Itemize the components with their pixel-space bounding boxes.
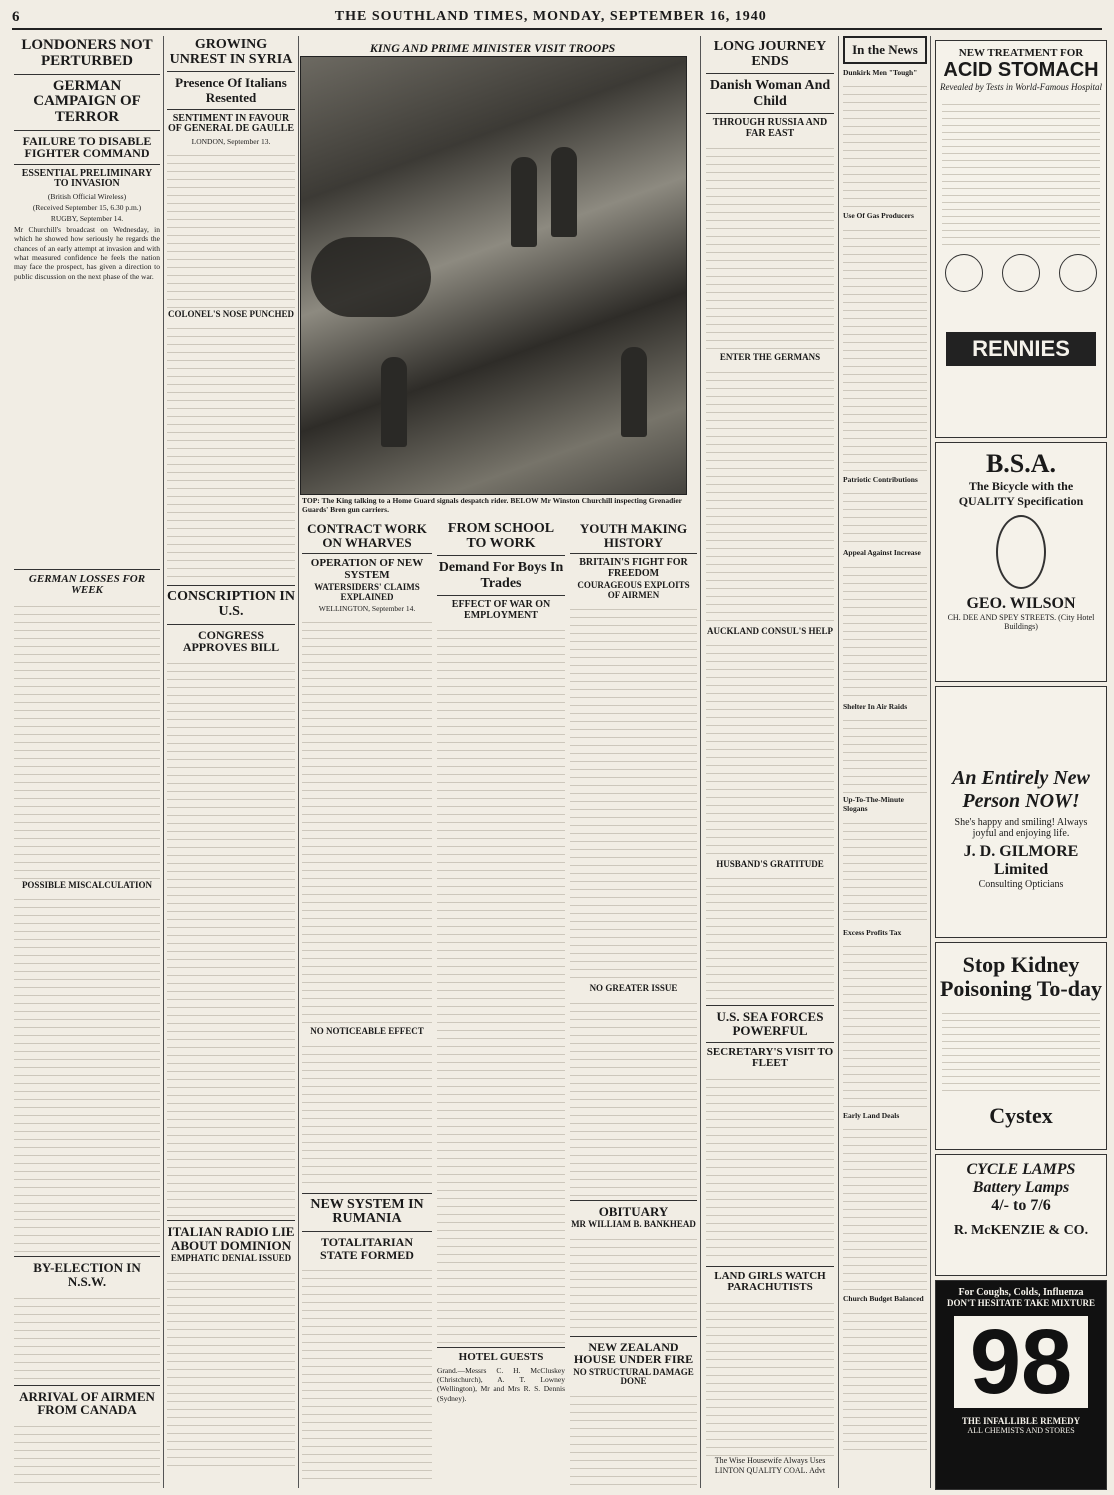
article-text-block — [843, 816, 927, 926]
headline: CONSCRIPTION IN U.S. — [167, 589, 295, 620]
subheadline: WATERSIDERS' CLAIMS EXPLAINED — [314, 582, 420, 602]
subheadline: TOTALITARIAN STATE FORMED — [320, 1235, 414, 1262]
headline: LONG JOURNEY ENDS — [713, 39, 827, 69]
ad-line: NEW TREATMENT FOR — [958, 47, 1084, 59]
rennies-logo: RENNIES — [946, 332, 1096, 366]
article-text-block — [437, 623, 565, 1343]
headline: NEW SYSTEM IN RUMANIA — [310, 1196, 424, 1227]
article-text-block — [843, 939, 927, 1109]
article-text-block — [167, 1266, 295, 1466]
coal-advert-line: The Wise Housewife Always Uses LINTON QUALITY COAL. Advt — [714, 1455, 826, 1475]
newspaper-title: THE SOUTHLAND TIMES, MONDAY, SEPTEMBER 16, 1940 — [334, 9, 767, 24]
column-3 — [302, 520, 432, 1485]
gilmore-optician-advert — [935, 686, 1107, 938]
article-text-block — [843, 223, 927, 473]
source-line: (British Official Wireless) — [47, 191, 127, 201]
article-text-block — [843, 79, 927, 209]
article-text-block — [843, 486, 927, 546]
subheadline: THROUGH RUSSIA AND FAR EAST — [712, 117, 828, 139]
cycle-lamps-advert — [935, 1154, 1107, 1276]
ad-big-number: 98 — [954, 1316, 1088, 1408]
figure-shape — [621, 347, 647, 437]
headline: YOUTH MAKING HISTORY — [579, 521, 688, 550]
subheadline: MR WILLIAM B. BANKHEAD — [571, 1219, 696, 1230]
article-text-block — [706, 871, 834, 1001]
ad-diagram — [936, 254, 1106, 292]
article-text-block — [706, 365, 834, 625]
ad-address: CH. DEE AND SPEY STREETS. (City Hotel Buildings) — [947, 613, 1095, 631]
article-text-block — [570, 1389, 697, 1485]
article-text-block — [14, 892, 160, 1252]
news-item-heading: Excess Profits Tax — [843, 927, 902, 937]
figure-shape — [551, 147, 577, 237]
column-1 — [14, 36, 160, 1486]
ad-line: Revealed by Tests in World-Famous Hospital — [939, 82, 1103, 92]
figure-shape — [511, 157, 537, 247]
cough-mixture-advert — [935, 1280, 1107, 1490]
ad-heading: Stop Kidney Poisoning To-day — [939, 952, 1102, 1002]
ad-heading: ACID STOMACH — [943, 59, 1099, 81]
ad-heading: Battery Lamps — [972, 1179, 1070, 1196]
subheadline: SENTIMENT IN FAVOUR OF GENERAL DE GAULLE — [167, 112, 295, 135]
subheadline: NO GREATER ISSUE — [589, 983, 678, 994]
column-5 — [570, 520, 697, 1485]
subheadline: COLONEL'S NOSE PUNCHED — [167, 308, 295, 319]
subheadline: POSSIBLE MISCALCULATION — [21, 880, 153, 891]
circle-icon — [1059, 254, 1097, 292]
ad-line: DON'T HESITATE TAKE MIXTURE — [947, 1298, 1095, 1308]
article-text-block — [843, 560, 927, 700]
column-rule — [163, 36, 164, 1488]
headline: GERMAN LOSSES FOR WEEK — [28, 572, 146, 597]
news-item-heading: Dunkirk Men "Tough" — [843, 68, 918, 77]
bicycle-icon — [996, 515, 1046, 589]
column-7 — [843, 36, 927, 1486]
article-text-block — [167, 148, 295, 308]
dateline: RUGBY, September 14. — [50, 213, 124, 223]
news-item-heading: Up-To-The-Minute Slogans — [843, 794, 904, 814]
article-text-block — [167, 321, 295, 581]
ad-line: She's happy and smiling! Always joyful and enjoying life. — [954, 817, 1088, 839]
news-item-heading: Appeal Against Increase — [843, 548, 921, 558]
headline: GROWING UNREST IN SYRIA — [169, 37, 293, 67]
hotel-guests-text: Grand.—Messrs C. H. McCluskey (Christchurch), A. T. Lowney (Wellington), Mr and Mrs R. S. Dennis (Sydney). — [437, 1365, 565, 1403]
ad-line: THE INFALLIBLE REMEDY — [961, 1416, 1081, 1426]
subheadline: EMPHATIC DENIAL ISSUED — [170, 1253, 292, 1264]
news-item-heading: Shelter In Air Raids — [843, 701, 908, 711]
ad-text-block — [942, 98, 1100, 248]
news-item-heading: Use Of Gas Producers — [843, 211, 914, 221]
subheadline: EFFECT OF WAR ON EMPLOYMENT — [451, 599, 551, 621]
subheadline: FAILURE TO DISABLE FIGHTER COMMAND — [22, 133, 152, 161]
circle-icon — [1002, 254, 1040, 292]
headline: ITALIAN RADIO LIE ABOUT DOMINION — [167, 1223, 295, 1253]
ad-dealer: R. McKENZIE & CO. — [953, 1223, 1089, 1238]
article-text-block — [706, 638, 834, 858]
ad-price: 4/- to 7/6 — [991, 1197, 1051, 1214]
subheadline: HUSBAND'S GRATITUDE — [716, 859, 824, 870]
ad-line: The Bicycle with the QUALITY Specification — [958, 479, 1084, 508]
masthead — [12, 6, 1102, 30]
subheadline: AUCKLAND CONSUL'S HELP — [706, 625, 834, 636]
ad-heading: B.S.A. — [985, 449, 1057, 478]
article-text-block — [570, 602, 697, 982]
article-text-block — [302, 615, 432, 1025]
dateline: LONDON, September 13. — [191, 136, 271, 146]
news-item-heading: Early Land Deals — [843, 1111, 900, 1120]
ad-dealer: GEO. WILSON — [966, 595, 1076, 612]
headline: U.S. SEA FORCES POWERFUL — [716, 1009, 824, 1039]
subheadline: ESSENTIAL PRELIMINARY TO INVASION — [21, 167, 153, 190]
column-rule — [930, 36, 931, 1488]
ad-dealer: J. D. GILMORE Limited — [963, 843, 1079, 878]
circle-icon — [945, 254, 983, 292]
article-text-block — [706, 1296, 834, 1456]
car-shape — [311, 237, 431, 317]
headline: Demand For Boys In Trades — [438, 560, 564, 591]
news-item-heading: Patriotic Contributions — [843, 474, 918, 484]
in-the-news-title: In the News — [843, 36, 927, 64]
cystex-logo: Cystex — [989, 1103, 1053, 1129]
column-rule — [298, 36, 299, 1488]
subheadline: COURAGEOUS EXPLOITS OF AIRMEN — [577, 580, 690, 600]
bsa-bicycle-advert — [935, 442, 1107, 682]
ad-heading: An Entirely New Person NOW! — [952, 767, 1090, 812]
article-text-block — [14, 599, 160, 879]
subheadline: NO NOTICEABLE EFFECT — [310, 1026, 424, 1037]
ad-line: For Coughs, Colds, Influenza — [958, 1287, 1084, 1298]
article-text-block — [167, 656, 295, 1216]
news-photograph — [300, 56, 687, 495]
headline: ARRIVAL OF AIRMEN FROM CANADA — [19, 1388, 155, 1418]
article-text-block — [570, 1232, 697, 1332]
column-4 — [437, 520, 565, 1485]
headline: GERMAN CAMPAIGN OF TERROR — [33, 77, 141, 125]
article-body: Mr Churchill's broadcast on Wednesday, in which he showed how seriously he regards the chances of an early attempt at invasion and with what measured confidence he feels the nation may face the prospect, has given a direction to public discussion on the next phase of the war. — [14, 224, 160, 281]
headline: LONDONERS NOT PERTURBED — [21, 37, 153, 69]
headline: CONTRACT WORK ON WHARVES — [307, 521, 427, 550]
headline: HOTEL GUESTS — [458, 1351, 544, 1364]
article-text-block — [706, 1072, 834, 1262]
article-text-block — [302, 1263, 432, 1483]
column-rule — [838, 36, 839, 1488]
article-text-block — [843, 1306, 927, 1456]
news-item-heading: Church Budget Balanced — [843, 1294, 924, 1304]
headline: BY-ELECTION IN N.S.W. — [33, 1260, 141, 1290]
article-text-block — [14, 1419, 160, 1486]
kidney-advert — [935, 942, 1107, 1150]
article-text-block — [570, 996, 697, 1196]
figure-shape — [381, 357, 407, 447]
ad-text-block — [942, 1007, 1100, 1097]
subheadline: OPERATION OF NEW SYSTEM — [310, 557, 424, 581]
column-rule — [700, 36, 701, 1488]
headline: FROM SCHOOL TO WORK — [447, 521, 555, 551]
subheadline: BRITAIN'S FIGHT FOR FREEDOM — [579, 557, 688, 579]
article-text-block — [843, 713, 927, 793]
headline: Danish Woman And Child — [709, 78, 831, 109]
article-text-block — [843, 1122, 927, 1292]
article-text-block — [14, 1291, 160, 1381]
article-text-block — [302, 1039, 432, 1189]
ad-heading: CYCLE LAMPS — [966, 1161, 1076, 1178]
headline: Presence Of Italians Resented — [175, 75, 287, 105]
article-text-block — [706, 141, 834, 351]
subheadline: SECRETARY'S VISIT TO FLEET — [706, 1045, 834, 1070]
received-line: (Received September 15, 6.30 p.m.) — [32, 202, 142, 212]
headline: NEW ZEALAND HOUSE UNDER FIRE — [573, 1339, 694, 1367]
ad-line: ALL CHEMISTS AND STORES — [967, 1426, 1075, 1435]
headline: LAND GIRLS WATCH PARACHUTISTS — [714, 1269, 826, 1294]
subheadline: CONGRESS APPROVES BILL — [182, 627, 280, 655]
subheadline: NO STRUCTURAL DAMAGE DONE — [573, 1366, 694, 1387]
page-number: 6 — [12, 8, 20, 25]
column-6 — [706, 36, 834, 1486]
ad-line: Consulting Opticians — [978, 879, 1064, 890]
subheadline: ENTER THE GERMANS — [719, 352, 821, 363]
headline: OBITUARY — [598, 1203, 669, 1219]
column-2 — [167, 36, 295, 1486]
photo-caption: TOP: The King talking to a Home Guard signals despatch rider. BELOW Mr Winston Churchill inspecting Grenadier Guards' Bren gun carriers. — [302, 496, 682, 515]
acid-stomach-advert — [935, 40, 1107, 438]
dateline: WELLINGTON, September 14. — [318, 604, 416, 614]
photo-headline: KING AND PRIME MINISTER VISIT TROOPS — [369, 41, 616, 55]
